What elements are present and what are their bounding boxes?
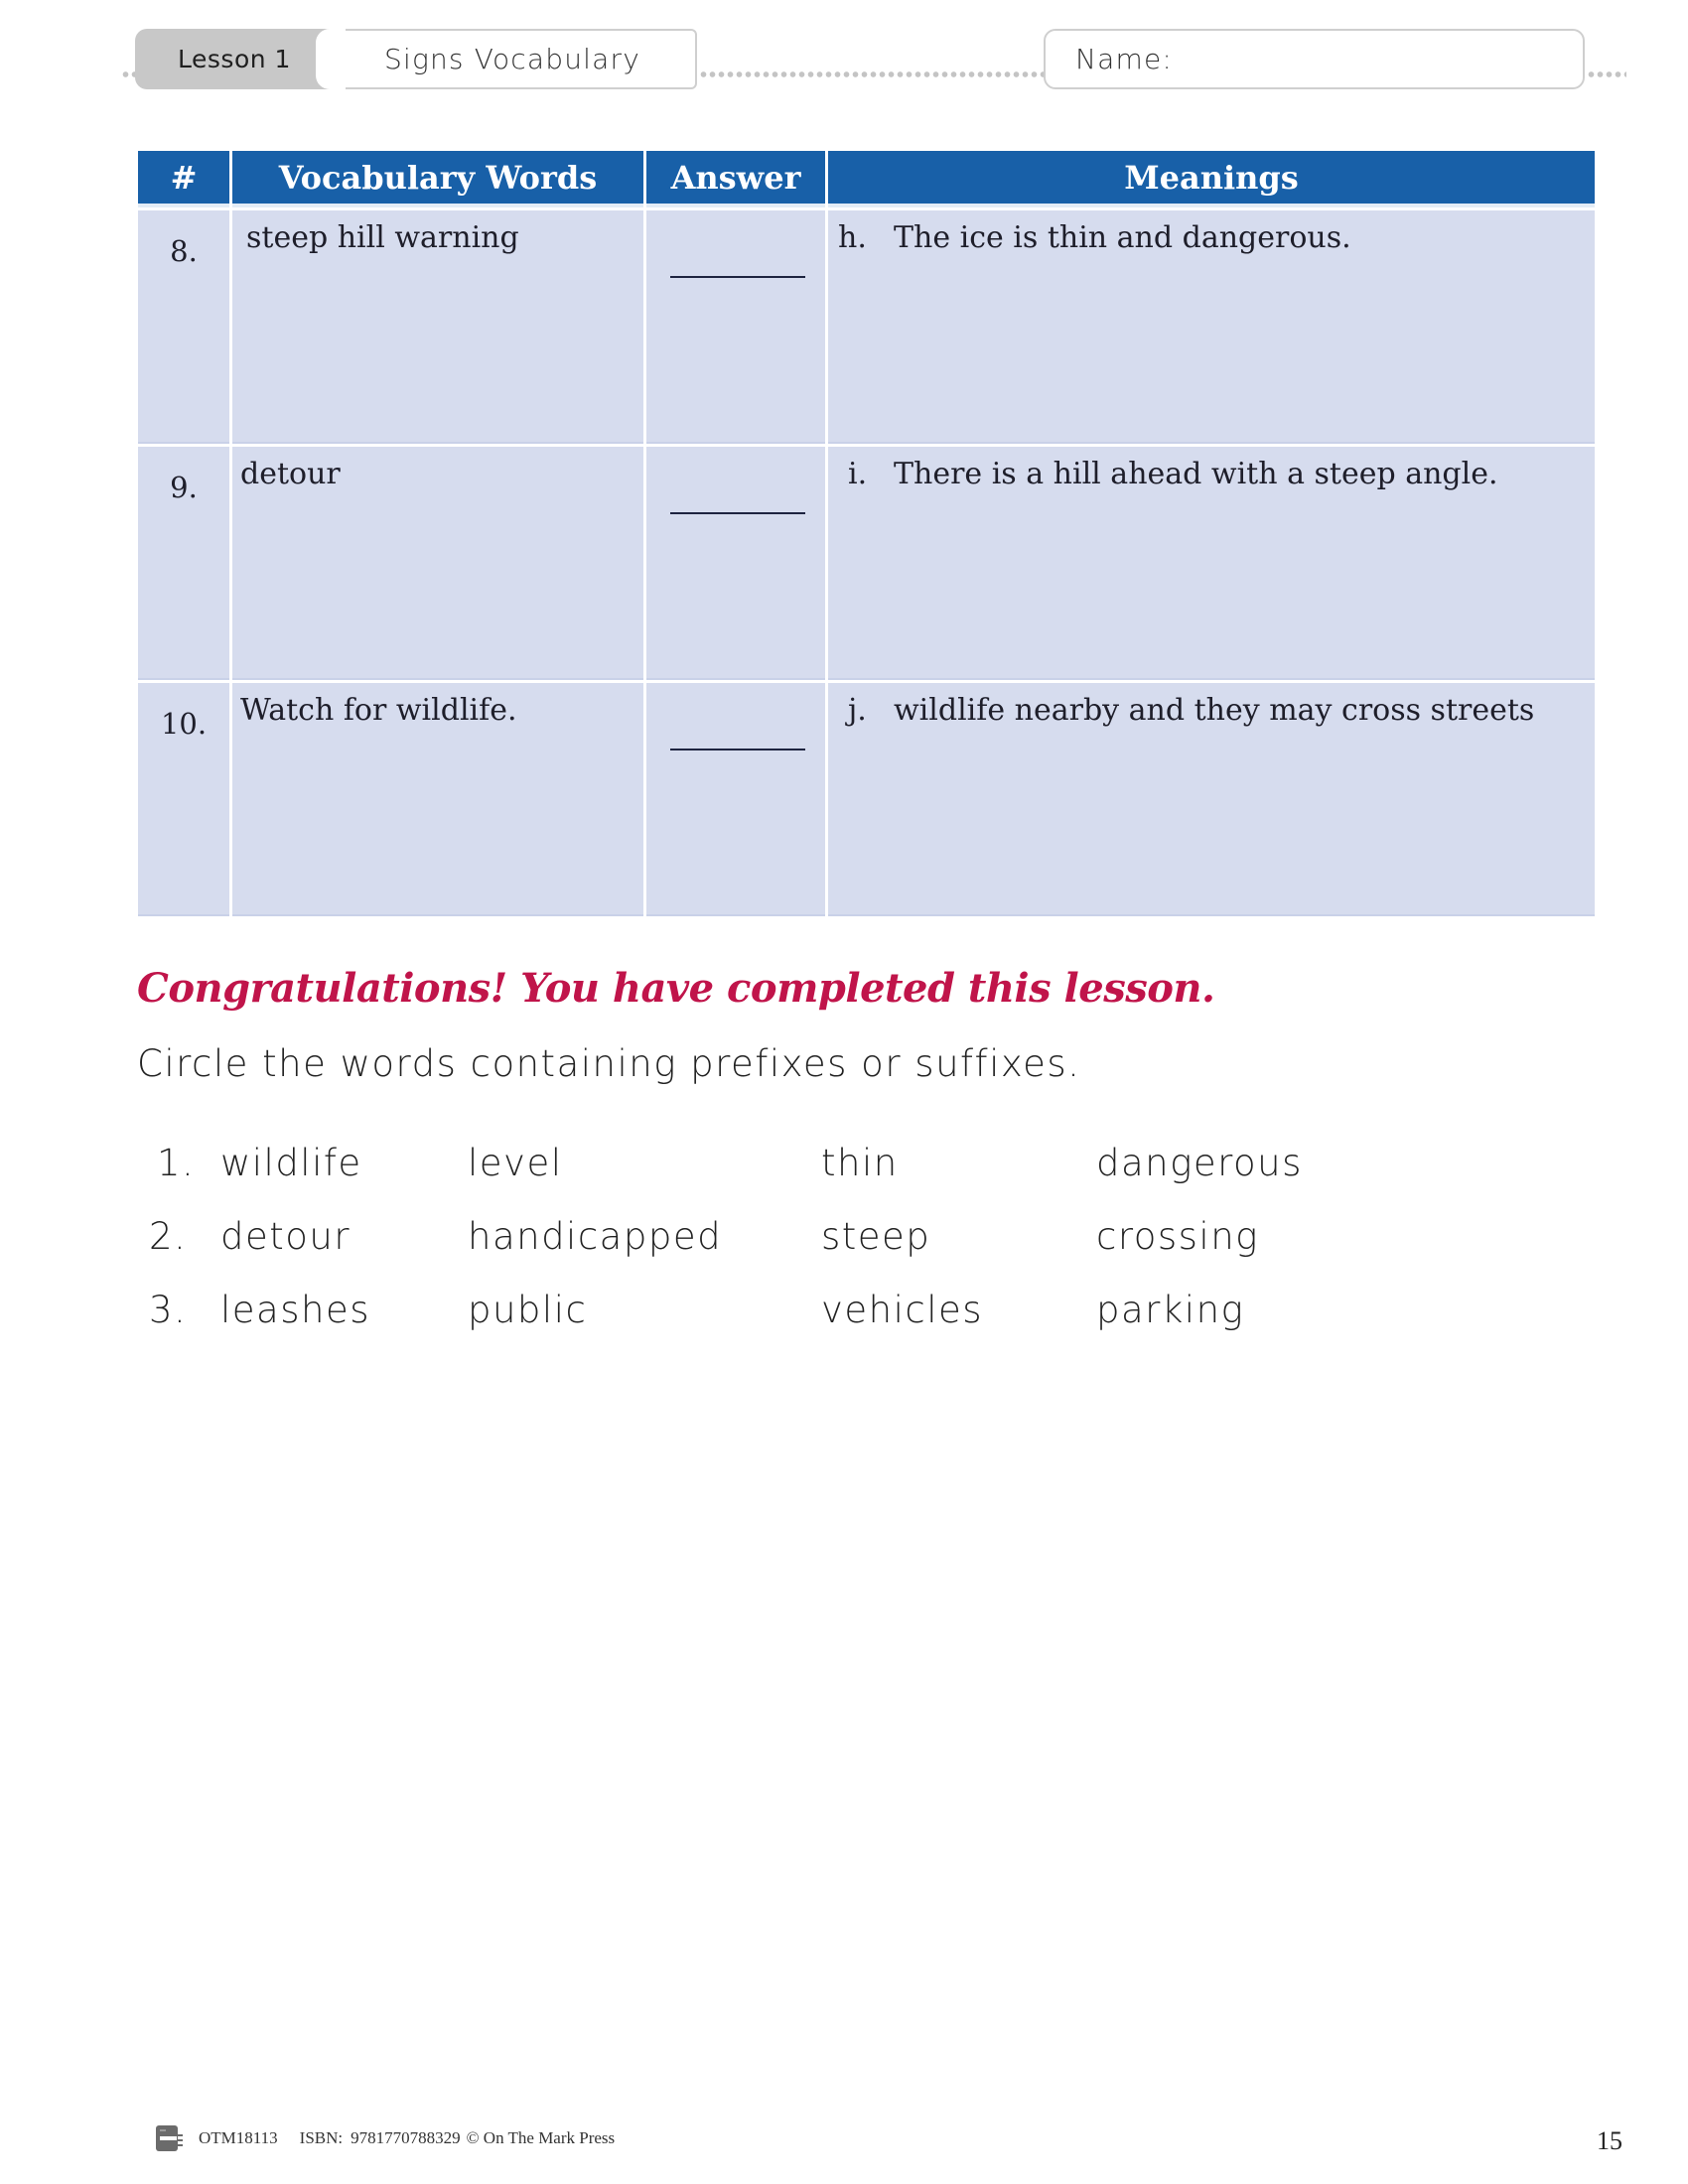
answer-cell[interactable] xyxy=(646,210,825,444)
circle-word[interactable]: public xyxy=(468,1289,588,1331)
answer-blank-line[interactable] xyxy=(670,512,805,514)
isbn-label: ISBN: xyxy=(299,2128,344,2147)
page-number: 15 xyxy=(1597,2126,1622,2155)
header-dotted-line-middle xyxy=(699,71,1045,77)
vocabulary-word-text: detour xyxy=(240,457,341,491)
circle-row-number: 3. xyxy=(149,1289,188,1331)
answer-cell[interactable] xyxy=(646,447,825,680)
product-code: OTM18113 xyxy=(199,2128,278,2147)
answer-blank-line[interactable] xyxy=(670,276,805,278)
book-icon xyxy=(155,2124,185,2152)
answer-blank-line[interactable] xyxy=(670,749,805,751)
footer xyxy=(155,2124,615,2152)
vocabulary-word xyxy=(232,447,643,680)
column-header-meanings: Meanings xyxy=(828,151,1595,207)
circle-word[interactable]: handicapped xyxy=(468,1215,723,1258)
circle-word[interactable]: level xyxy=(468,1142,563,1184)
vocabulary-word-text: Watch for wildlife. xyxy=(240,693,517,728)
name-field-label: Name: xyxy=(1075,43,1174,75)
column-header-vocabulary-words: Vocabulary Words xyxy=(232,151,643,207)
meaning-letter: i. xyxy=(848,457,868,491)
row-number-text: 8. xyxy=(170,234,198,268)
circle-word[interactable]: dangerous xyxy=(1096,1142,1303,1184)
circle-word[interactable]: detour xyxy=(220,1215,352,1258)
vocabulary-table xyxy=(138,151,1586,916)
vocabulary-word-text: steep hill warning xyxy=(246,220,519,255)
meaning-text: The ice is thin and dangerous. xyxy=(894,220,1351,255)
circle-instructions: Circle the words containing prefixes or suffixes. xyxy=(137,1042,1081,1085)
lesson-label-text: Lesson 1 xyxy=(178,45,291,73)
meaning-letter: j. xyxy=(848,693,867,728)
row-number-text: 10. xyxy=(160,707,208,741)
name-field[interactable] xyxy=(1044,29,1585,89)
answer-cell[interactable] xyxy=(646,683,825,916)
column-header-answer: Answer xyxy=(646,151,825,207)
circle-word[interactable]: leashes xyxy=(220,1289,370,1331)
header-dotted-line-right xyxy=(1587,71,1626,77)
isbn-number: 9781770788329 xyxy=(351,2128,461,2147)
circle-word[interactable]: parking xyxy=(1096,1289,1245,1331)
vocabulary-word xyxy=(232,210,643,444)
meaning-cell xyxy=(828,683,1595,916)
circle-word[interactable]: crossing xyxy=(1096,1215,1259,1258)
lesson-title-text: Signs Vocabulary xyxy=(384,43,640,75)
circle-word[interactable]: wildlife xyxy=(220,1142,362,1184)
lesson-title xyxy=(330,29,697,89)
lesson-label xyxy=(135,29,334,89)
meaning-cell xyxy=(828,447,1595,680)
row-number xyxy=(138,210,229,444)
copyright: © On The Mark Press xyxy=(466,2128,616,2147)
circle-word[interactable]: steep xyxy=(821,1215,931,1258)
row-number xyxy=(138,683,229,916)
meaning-cell xyxy=(828,210,1595,444)
meaning-text: wildlife nearby and they may cross streets xyxy=(894,693,1535,728)
circle-row-number: 2. xyxy=(149,1215,188,1258)
column-header-number: # xyxy=(138,151,229,207)
circle-word[interactable]: thin xyxy=(821,1142,899,1184)
circle-row-number: 1. xyxy=(157,1142,196,1184)
meaning-letter: h. xyxy=(838,220,867,255)
meaning-text: There is a hill ahead with a steep angle. xyxy=(894,457,1498,491)
circle-word[interactable]: vehicles xyxy=(821,1289,984,1331)
row-number xyxy=(138,447,229,680)
congratulations-message: Congratulations! You have completed this lesson. xyxy=(137,965,1215,1012)
row-number-text: 9. xyxy=(170,471,198,504)
vocabulary-word xyxy=(232,683,643,916)
